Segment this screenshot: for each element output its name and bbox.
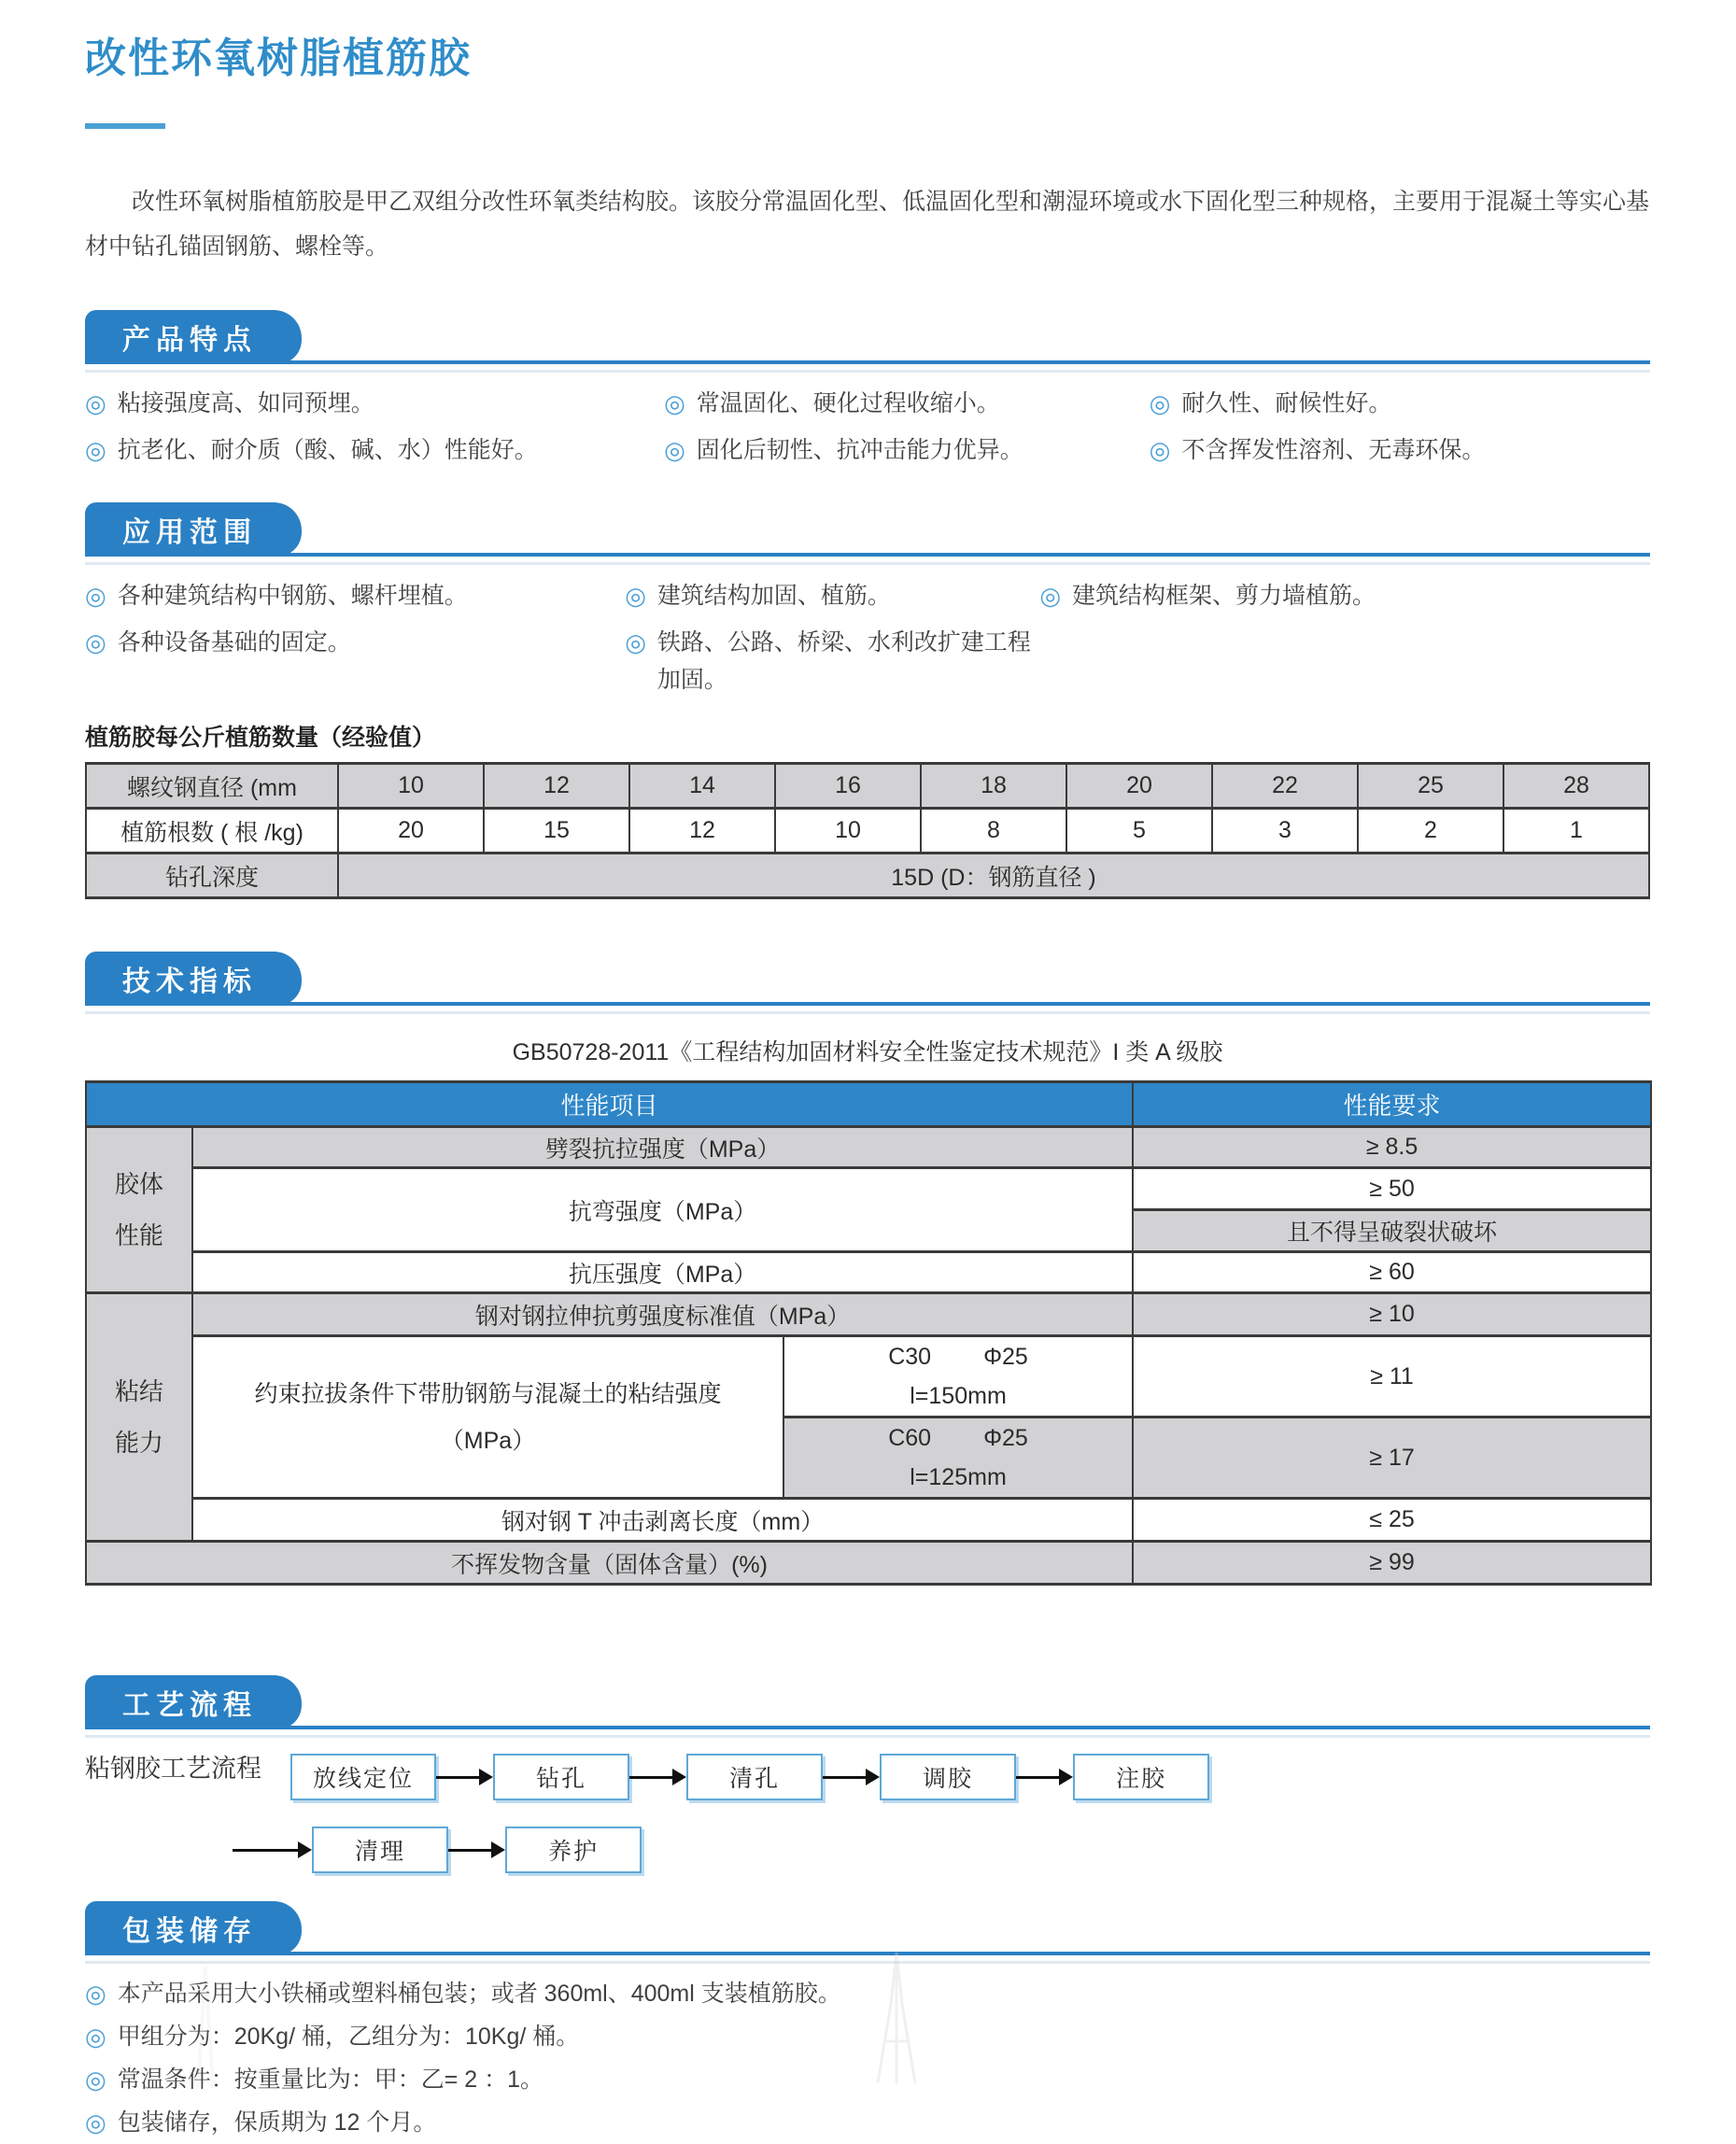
list-item (85, 2058, 1650, 2101)
feature-text: 粘接强度高、如同预埋。 (117, 390, 374, 416)
section-rule-shadow (85, 1961, 1650, 1964)
row-label: 钻孔深度 (86, 853, 338, 898)
section-head-features (85, 310, 1650, 364)
section-rule-shadow (85, 1735, 1650, 1738)
section-tab-tech (85, 952, 302, 1006)
bar-diameter: Φ25 (983, 1344, 1028, 1370)
list-item (85, 1972, 1650, 2015)
depth-value-cell: 15D (D：钢筋直径 ) (338, 853, 1649, 898)
table-row (86, 853, 1649, 898)
flow-row-1 (290, 1739, 1650, 1800)
list-item (664, 431, 1150, 469)
property-text: 约束拉拔条件下带肋钢筋与混凝土的粘结强度（MPa） (254, 1380, 722, 1454)
flow-arrow-icon (823, 1769, 880, 1785)
requirement-cell: ≥ 99 (1133, 1542, 1651, 1585)
table-row (86, 1127, 1651, 1168)
property-cell: 不挥发物含量（固体含量）(%) (86, 1542, 1133, 1585)
count-cell: 8 (921, 809, 1066, 853)
application-text: 建筑结构框架、剪力墙植筋。 (1072, 583, 1376, 609)
section-rule (85, 1002, 1650, 1006)
double-circle-bullet-icon: ◎ (85, 2066, 106, 2094)
anchor-length: l=150mm (910, 1383, 1007, 1409)
row-label: 植筋根数 ( 根 /kg) (86, 809, 338, 853)
table-row (86, 1252, 1651, 1293)
table-row (86, 1336, 1651, 1418)
section-tab-label: 应用范围 (122, 517, 257, 548)
section-tab-applications (85, 502, 302, 557)
condition-cell-c30 (783, 1336, 1133, 1418)
storage-list (85, 1972, 1650, 2144)
flow-step-box: 调胶 (880, 1754, 1016, 1800)
requirement-cell: ≥ 11 (1133, 1336, 1651, 1418)
rebar-quantity-table (85, 762, 1650, 899)
condition-cell-c60 (783, 1418, 1133, 1499)
diameter-cell: 14 (629, 764, 775, 809)
double-circle-bullet-icon: ◎ (1149, 436, 1171, 464)
list-item (664, 385, 1150, 422)
section-rule (85, 360, 1650, 364)
double-circle-bullet-icon: ◎ (1149, 389, 1171, 417)
table-row (86, 764, 1649, 809)
count-cell: 10 (775, 809, 921, 853)
flow-step-box: 清孔 (686, 1754, 823, 1800)
group-label-glue: 胶体性能 (86, 1127, 192, 1293)
section-tab-label: 产品特点 (122, 325, 257, 356)
table-row (86, 1293, 1651, 1336)
double-circle-bullet-icon: ◎ (85, 436, 106, 464)
section-rule-shadow (85, 370, 1650, 373)
list-item (85, 2015, 1650, 2058)
feature-text: 抗老化、耐介质（酸、碱、水）性能好。 (117, 437, 538, 463)
list-item (85, 2101, 1650, 2144)
list-item (85, 624, 625, 698)
diameter-cell: 20 (1066, 764, 1212, 809)
section-tab-storage (85, 1901, 302, 1955)
bar-diameter: Φ25 (983, 1425, 1028, 1451)
tech-standard-caption: GB50728-2011《工程结构加固材料安全性鉴定技术规范》I 类 A 级胶 (512, 1039, 1223, 1065)
rebar-table-caption: 植筋胶每公斤植筋数量（经验值） (85, 725, 436, 751)
storage-text: 甲组分为：20Kg/ 桶，乙组分为：10Kg/ 桶。 (117, 2024, 580, 2050)
section-tech (85, 952, 1650, 1586)
application-text: 铁路、公路、桥梁、水利改扩建工程加固。 (656, 629, 1031, 693)
feature-text: 耐久性、耐候性好。 (1181, 390, 1392, 416)
section-storage (85, 1901, 1650, 2144)
section-rule (85, 1952, 1650, 1955)
double-circle-bullet-icon: ◎ (625, 628, 646, 656)
application-text: 各种设备基础的固定。 (117, 629, 351, 656)
flow-step-box: 放线定位 (290, 1754, 436, 1800)
section-head-process (85, 1675, 1650, 1729)
section-tab-features (85, 310, 302, 364)
group-label-bond: 粘结能力 (86, 1293, 192, 1542)
applications-list (85, 577, 1650, 698)
storage-text: 常温条件：按重量比为：甲：乙= 2 ：1。 (117, 2066, 543, 2093)
list-item (1150, 431, 1650, 469)
anchor-length: l=125mm (910, 1464, 1007, 1490)
requirement-cell: ≥ 50 (1133, 1168, 1651, 1210)
count-cell: 5 (1066, 809, 1212, 853)
list-item (1039, 577, 1650, 614)
table-row (86, 1499, 1651, 1542)
double-circle-bullet-icon: ◎ (85, 582, 106, 610)
property-cell: 钢对钢拉伸抗剪强度标准值（MPa） (192, 1293, 1133, 1336)
section-applications (85, 502, 1650, 899)
intro-paragraph: 改性环氧树脂植筋胶是甲乙双组分改性环氧类结构胶。该胶分常温固化型、低温固化型和潮湿环境或水下固化型三种规格，主要用于混凝土等实心基材中钻孔锚固钢筋、螺栓等。 (85, 189, 1650, 260)
double-circle-bullet-icon: ◎ (85, 1980, 106, 2008)
requirement-cell: ≥ 10 (1133, 1293, 1651, 1336)
double-circle-bullet-icon: ◎ (1039, 582, 1062, 610)
application-text: 建筑结构加固、植筋。 (656, 583, 891, 609)
count-cell: 2 (1358, 809, 1503, 853)
diameter-cell: 12 (484, 764, 629, 809)
title-underline-dash (85, 123, 165, 129)
flowchart (85, 1739, 1650, 1873)
double-circle-bullet-icon: ◎ (85, 389, 106, 417)
flow-step-box: 养护 (505, 1827, 642, 1873)
property-cell: 抗弯强度（MPa） (192, 1168, 1133, 1252)
section-tab-label: 工艺流程 (122, 1690, 257, 1721)
list-item (85, 577, 625, 614)
list-item (1150, 385, 1650, 422)
count-cell: 12 (629, 809, 775, 853)
double-circle-bullet-icon: ◎ (625, 582, 646, 610)
feature-text: 固化后韧性、抗冲击能力优异。 (696, 437, 1023, 463)
flow-step-box: 清理 (312, 1827, 448, 1873)
list-item (625, 624, 1039, 698)
header-property: 性能项目 (86, 1082, 1133, 1127)
count-cell: 1 (1503, 809, 1649, 853)
flow-arrow-icon (448, 1841, 505, 1858)
list-item-empty (1039, 624, 1650, 698)
table-row (86, 809, 1649, 853)
feature-text: 不含挥发性溶剂、无毒环保。 (1181, 437, 1486, 463)
diameter-cell: 22 (1212, 764, 1358, 809)
section-rule-shadow (85, 562, 1650, 565)
diameter-cell: 18 (921, 764, 1066, 809)
count-cell: 20 (338, 809, 484, 853)
page-title: 改性环氧树脂植筋胶 (85, 35, 472, 81)
table-row (86, 1168, 1651, 1210)
flow-row-2 (233, 1827, 1650, 1873)
header-requirement: 性能要求 (1133, 1082, 1651, 1127)
double-circle-bullet-icon: ◎ (664, 389, 685, 417)
row-label: 螺纹钢直径 (mm (86, 764, 338, 809)
concrete-grade: C30 (888, 1344, 932, 1370)
section-tab-process (85, 1675, 302, 1729)
concrete-grade: C60 (888, 1425, 932, 1451)
property-cell: 劈裂抗拉强度（MPa） (192, 1127, 1133, 1168)
diameter-cell: 16 (775, 764, 921, 809)
count-cell: 3 (1212, 809, 1358, 853)
requirement-cell: ≥ 60 (1133, 1252, 1651, 1293)
section-head-tech (85, 952, 1650, 1006)
section-rule-shadow (85, 1011, 1650, 1014)
storage-text: 包装储存，保质期为 12 个月。 (117, 2109, 437, 2136)
requirement-cell: ≥ 17 (1133, 1418, 1651, 1499)
section-features (85, 310, 1650, 469)
diameter-cell: 25 (1358, 764, 1503, 809)
double-circle-bullet-icon: ◎ (85, 2023, 106, 2051)
storage-text: 本产品采用大小铁桶或塑料桶包装；或者 360ml、400ml 支装植筋胶。 (117, 1981, 841, 2007)
list-item (625, 577, 1039, 614)
flow-step-box: 钻孔 (493, 1754, 629, 1800)
section-rule (85, 1726, 1650, 1729)
flow-arrow-icon (629, 1769, 686, 1785)
features-list (85, 385, 1650, 469)
flow-arrow-icon (233, 1841, 312, 1858)
table-header-row (86, 1082, 1651, 1127)
section-rule (85, 553, 1650, 557)
list-item (85, 385, 664, 422)
diameter-cell: 10 (338, 764, 484, 809)
double-circle-bullet-icon: ◎ (85, 2109, 106, 2137)
tech-spec-table (85, 1080, 1652, 1586)
section-head-applications (85, 502, 1650, 557)
flow-arrow-icon (1016, 1769, 1073, 1785)
section-tab-label: 包装储存 (122, 1916, 257, 1947)
flow-step-box: 注胶 (1073, 1754, 1209, 1800)
section-tab-label: 技术指标 (122, 966, 257, 997)
application-text: 各种建筑结构中钢筋、螺杆埋植。 (117, 583, 468, 609)
property-cell: 钢对钢 T 冲击剥离长度（mm） (192, 1499, 1133, 1542)
list-item (85, 431, 664, 469)
feature-text: 常温固化、硬化过程收缩小。 (696, 390, 1000, 416)
requirement-note-cell: 且不得呈破裂状破坏 (1133, 1210, 1651, 1252)
property-cell (192, 1336, 783, 1499)
double-circle-bullet-icon: ◎ (664, 436, 685, 464)
section-process (85, 1675, 1650, 1873)
requirement-cell: ≥ 8.5 (1133, 1127, 1651, 1168)
requirement-cell: ≤ 25 (1133, 1499, 1651, 1542)
diameter-cell: 28 (1503, 764, 1649, 809)
flow-arrow-icon (436, 1769, 493, 1785)
section-head-storage (85, 1901, 1650, 1955)
flowchart-label: 粘钢胶工艺流程 (85, 1755, 261, 1783)
table-row (86, 1542, 1651, 1585)
document-page (0, 24, 1736, 2137)
property-cell: 抗压强度（MPa） (192, 1252, 1133, 1293)
double-circle-bullet-icon: ◎ (85, 628, 106, 656)
count-cell: 15 (484, 809, 629, 853)
